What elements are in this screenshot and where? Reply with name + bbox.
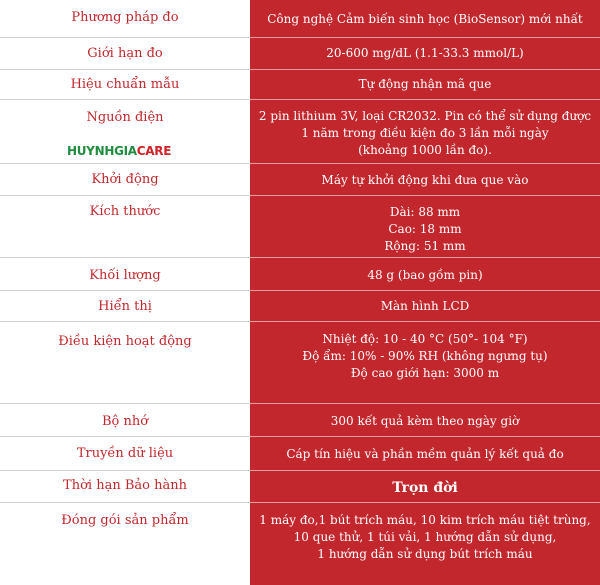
spec-value-line: 1 máy đo,1 bút trích máu, 10 kim trích máu tiệt trùng,	[259, 513, 591, 527]
spec-value-line: Máy tự khởi động khi đưa que vào	[321, 173, 529, 187]
spec-value-line: 2 pin lithium 3V, loại CR2032. Pin có thể sử dụng được	[258, 109, 592, 123]
spec-value-line: Trọn đời	[392, 480, 458, 496]
spec-row	[0, 322, 600, 404]
spec-value-cell	[250, 164, 600, 196]
spec-label: Nguồn điện	[86, 110, 164, 125]
logo-text-huynhgia: HUYNHGIA	[67, 144, 137, 158]
spec-label: Truyền dữ liệu	[76, 446, 174, 461]
spec-label-cell	[0, 291, 250, 322]
spec-value-line: Nhiệt độ: 10 - 40 °C (50°- 104 °F)	[322, 332, 528, 346]
spec-value-line: 300 kết quả kèm theo ngày giờ	[330, 414, 520, 428]
spec-row	[0, 404, 600, 437]
spec-label-cell	[0, 164, 250, 196]
spec-row	[0, 0, 600, 38]
spec-label: Giới hạn đo	[87, 46, 163, 61]
spec-value-line: Dài: 88 mm	[389, 205, 461, 219]
logo-text-care: CARE	[136, 144, 172, 158]
spec-row	[0, 291, 600, 322]
spec-value-line: Màn hình LCD	[380, 299, 470, 313]
spec-row	[0, 471, 600, 503]
spec-label: Khởi động	[91, 172, 159, 187]
spec-label-cell	[0, 322, 250, 404]
spec-row	[0, 503, 600, 585]
spec-row	[0, 437, 600, 471]
spec-label: Thời hạn Bảo hành	[63, 478, 187, 493]
spec-value-cell	[250, 258, 600, 291]
spec-value-cell	[250, 437, 600, 471]
spec-label-cell	[0, 0, 250, 38]
logo-text	[67, 144, 171, 158]
spec-value-line: Tự động nhận mã que	[358, 77, 492, 91]
spec-label: Hiển thị	[98, 299, 152, 314]
huynhgia-care-logo	[66, 140, 171, 162]
spec-value-cell	[250, 100, 600, 164]
spec-label: Đóng gói sản phẩm	[61, 513, 189, 528]
spec-value-line: 20-600 mg/dL (1.1-33.3 mmol/L)	[326, 46, 524, 60]
spec-value-cell	[250, 503, 600, 585]
spec-label: Điều kiện hoạt động	[58, 334, 192, 349]
spec-value-line: 1 năm trong điều kiện đo 3 lần mỗi ngày	[301, 126, 549, 140]
spec-value-line: Rộng: 51 mm	[384, 239, 466, 253]
spec-value-cell	[250, 471, 600, 503]
spec-value-cell	[250, 0, 600, 38]
spec-label: Kích thước	[89, 204, 161, 219]
spec-label-cell	[0, 437, 250, 471]
spec-value-line: 48 g (bao gồm pin)	[367, 268, 483, 282]
spec-label-cell	[0, 196, 250, 258]
spec-label: Bộ nhớ	[101, 414, 149, 429]
spec-value-line: (khoảng 1000 lần đo).	[358, 143, 492, 157]
spec-value-line: Cáp tín hiệu và phần mềm quản lý kết quả đo	[286, 447, 564, 461]
spec-label-cell	[0, 471, 250, 503]
spec-value-cell	[250, 38, 600, 70]
spec-row	[0, 258, 600, 291]
spec-value-cell	[250, 196, 600, 258]
spec-label-cell	[0, 404, 250, 437]
spec-value-line: Độ cao giới hạn: 3000 m	[350, 366, 500, 380]
spec-value-line: Cao: 18 mm	[388, 222, 462, 236]
spec-label-cell	[0, 503, 250, 585]
spec-label: Phương pháp đo	[71, 10, 179, 25]
spec-label-cell	[0, 70, 250, 100]
spec-row	[0, 196, 600, 258]
spec-label-cell	[0, 38, 250, 70]
spec-row	[0, 164, 600, 196]
spec-value-line: Công nghệ Cảm biến sinh học (BioSensor) mới nhất	[267, 12, 583, 26]
spec-row	[0, 70, 600, 100]
spec-value-cell	[250, 291, 600, 322]
spec-value-line: Độ ẩm: 10% - 90% RH (không ngưng tụ)	[302, 349, 548, 363]
spec-row	[0, 38, 600, 70]
spec-value-cell	[250, 70, 600, 100]
spec-label-cell	[0, 258, 250, 291]
spec-value-cell	[250, 322, 600, 404]
spec-label: Khối lượng	[89, 268, 161, 283]
spec-value-line: 10 que thử, 1 túi vải, 1 hướng dẫn sử dụng,	[293, 530, 557, 544]
spec-value-line: 1 hướng dẫn sử dụng bút trích máu	[317, 547, 533, 561]
spec-value-cell	[250, 404, 600, 437]
spec-label: Hiệu chuẩn mẫu	[70, 77, 180, 92]
